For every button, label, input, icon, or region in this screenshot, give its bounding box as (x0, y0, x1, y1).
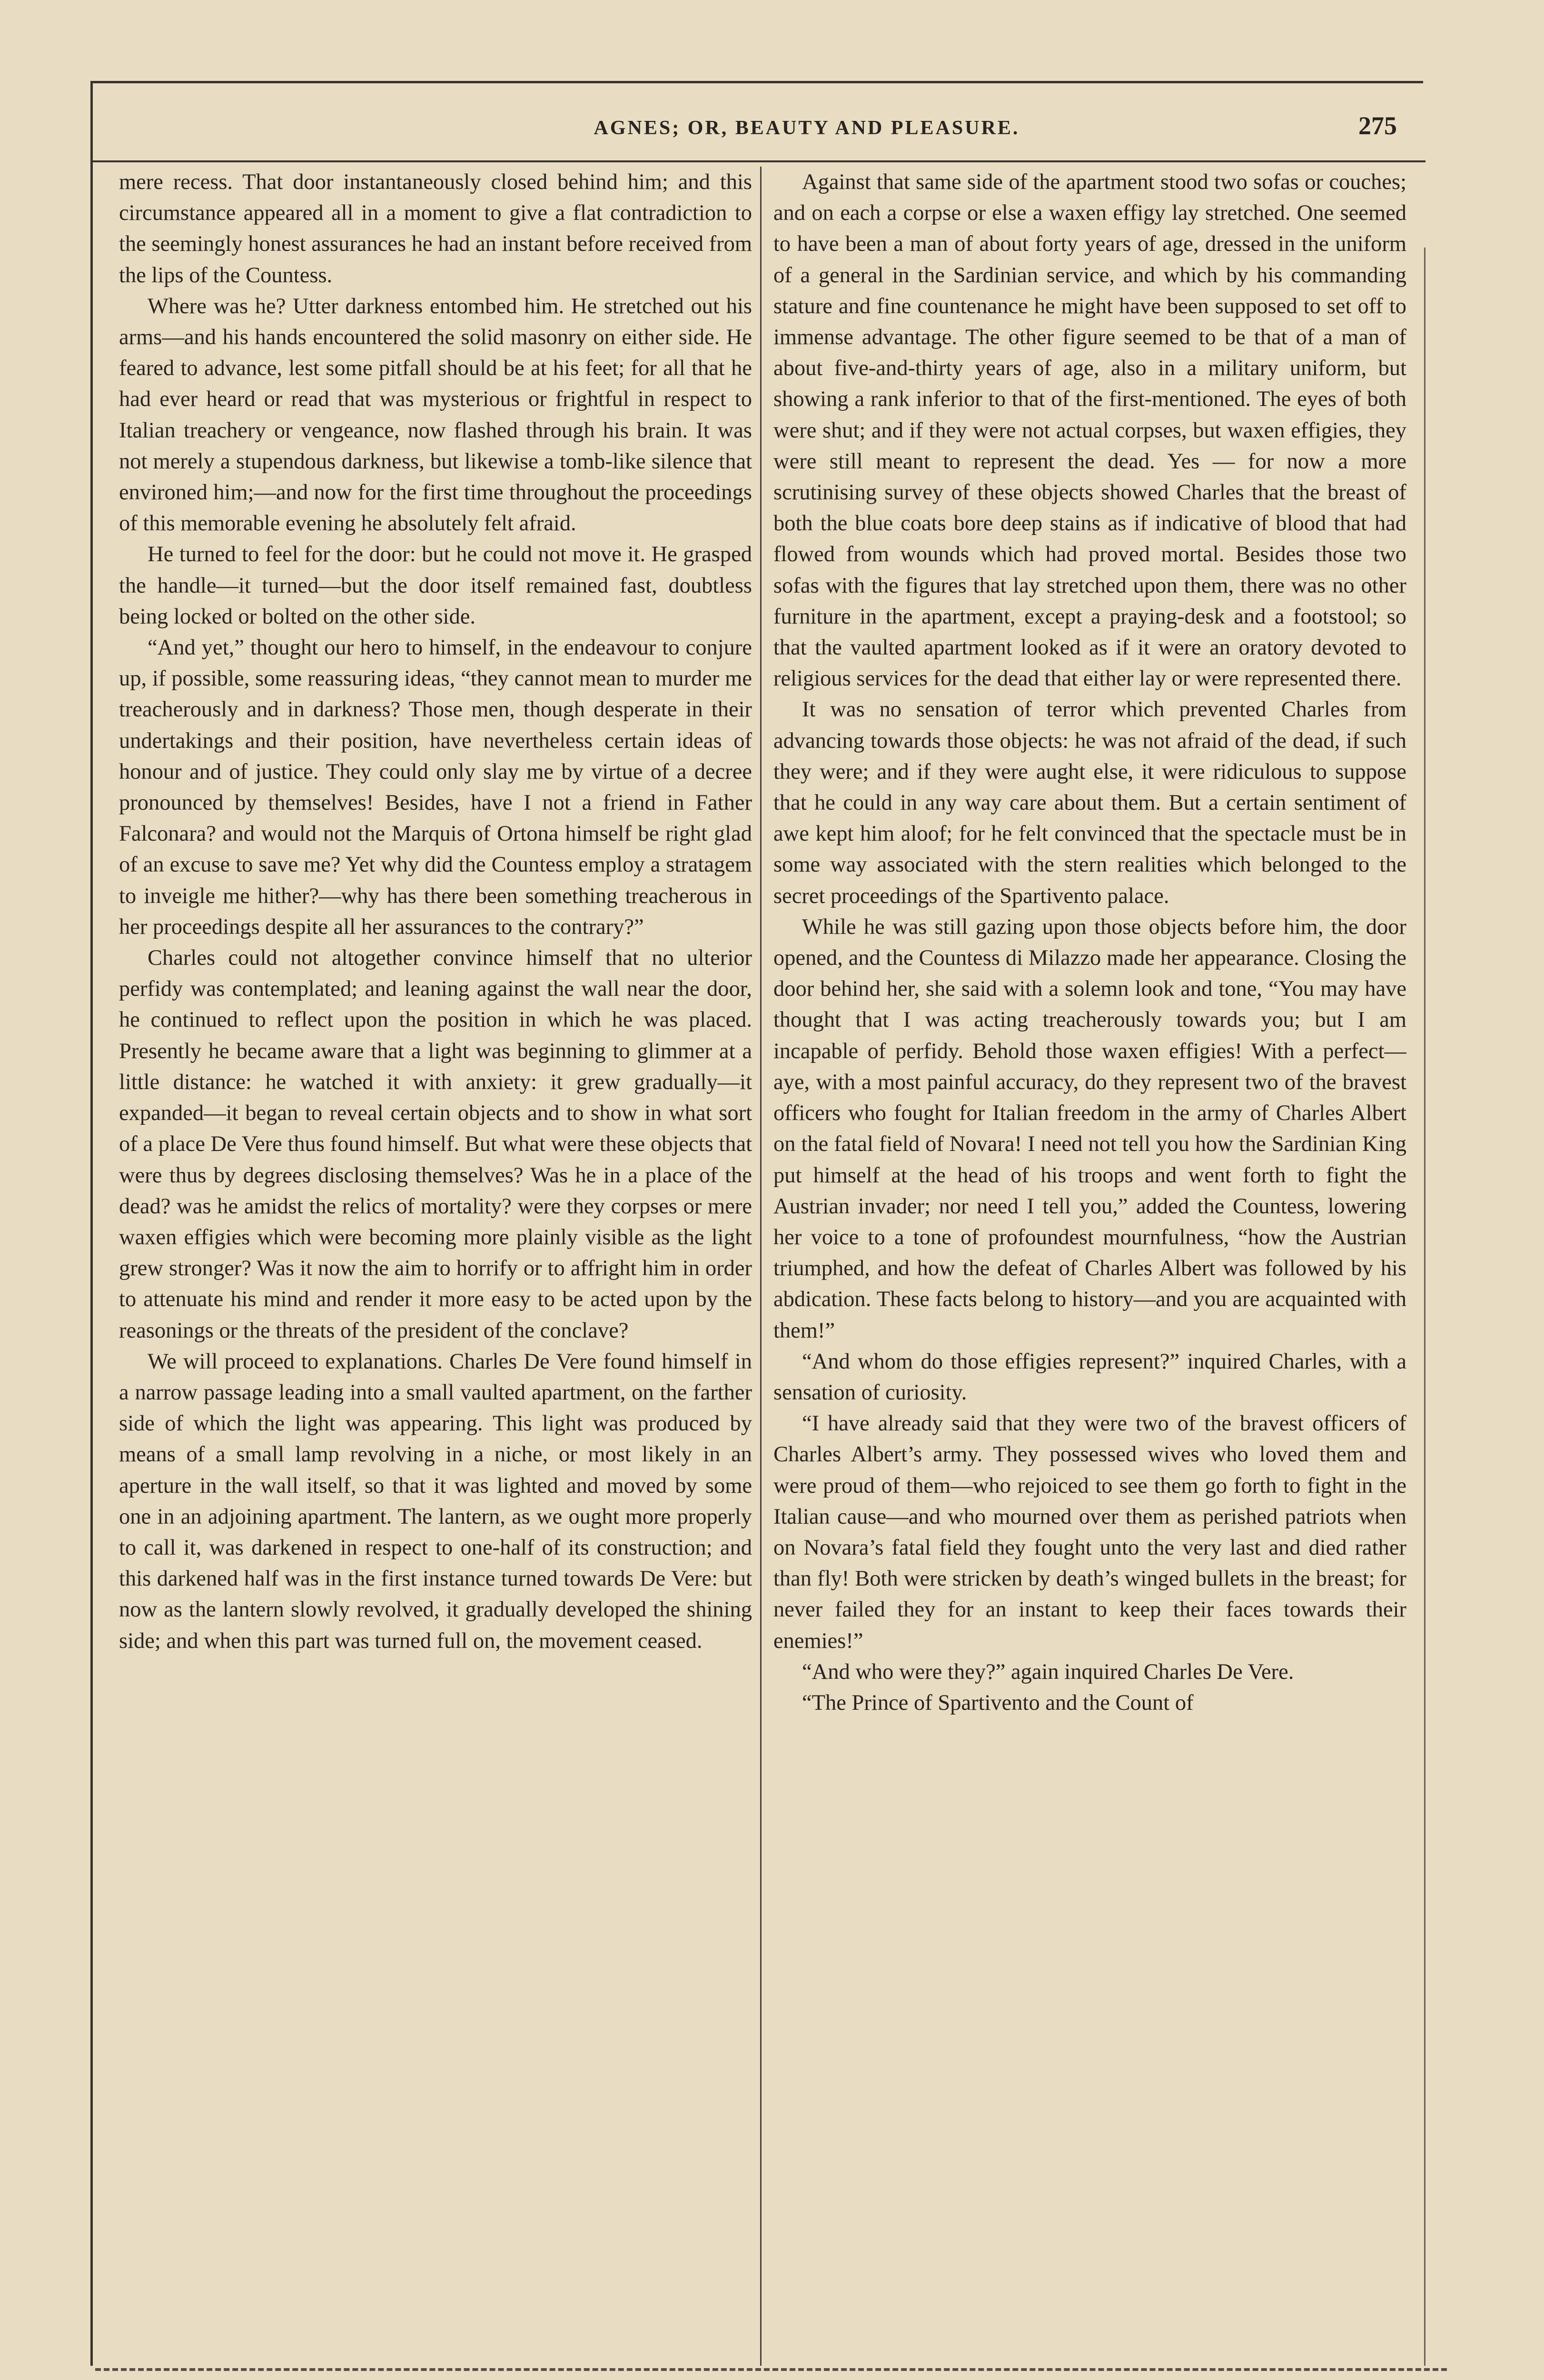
column-divider (760, 167, 762, 2366)
paragraph: “And whom do those effigies represent?” inquired Charles, with a sensation of curiosity. (773, 1349, 1406, 1405)
paragraph: “And yet,” thought our hero to himself, in the endeavour to conjure up, if possible, some reassuring ideas, “they cannot mean to murder me treacherously and in darkness? Those men, though desperate in their undertakings and their position, have nevertheless certain ideas of honour and of justice. They could only slay me by virtue of a decree pronounced by themselves! Besides, have I not a friend in Father Falconara? and would not the Marquis of Ortona himself be right glad of an excuse to save me? Yet why did the Countess employ a stratagem to inveigle me hither?—why has there been something treacherous in her proceedings despite all her assurances to the contrary?” (119, 635, 752, 939)
running-title: AGNES; OR, BEAUTY AND PLEASURE. (594, 117, 1020, 139)
paragraph: We will proceed to explanations. Charles De Vere found himself in a narrow passage leading into a small vaulted apartment, on the farther side of which the light was appearing. This light was produced by means of a small lamp revolving in a niche, or most likely in an aperture in the wall itself, so that it was lighted and moved by some one in an adjoining apartment. The lantern, as we ought more properly to call it, was darkened in respect to one-half of its construction; and this darkened half was in the first instance turned towards De Vere: but now as the lantern slowly revolved, it gradually developed the shining side; and when this part was turned full on, the movement ceased. (119, 1349, 752, 1653)
paragraph: Against that same side of the apartment stood two sofas or couches; and on each a corpse or else a waxen effigy lay stretched. One seemed to have been a man of about forty years of age, dressed in the uniform of a general in the Sardinian service, and which by his commanding stature and fine countenance he might have been supposed to set off to immense advantage. The other figure seemed to be that of a man of about five-and-thirty years of age, also in a military uniform, but showing a rank inferior to that of the first-mentioned. The eyes of both were shut; and if they were not actual corpses, but waxen effigies, they were still meant to represent the dead. Yes — for now a more scrutinising survey of these objects showed Charles that the breast of both the blue coats bore deep stains as if indicative of blood that had flowed from wounds which had proved mortal. Besides those two sofas with the figures that lay stretched upon them, there was no other furniture in the apartment, except a praying-desk and a footstool; so that the vaulted apartment looked as if it were an oratory devoted to religious services for the dead that either lay or were represented there. (773, 170, 1406, 691)
bottom-border-rule (95, 2368, 1447, 2371)
paragraph: He turned to feel for the door: but he could not move it. He grasped the handle—it turned—but the door itself remained fast, doubtless being locked or bolted on the other side. (119, 542, 752, 629)
paragraph: While he was still gazing upon those objects before him, the door opened, and the Countess di Milazzo made her appearance. Closing the door behind her, she said with a solemn look and tone, “You may have thought that I was acting treacherously towards you; but I am incapable of perfidy. Behold those waxen effigies! With a perfect—aye, with a most painful accuracy, do they represent two of the bravest officers who fought for Italian freedom in the army of Charles Albert on the fatal field of Novara! I need not tell you how the Sardinian King put himself at the head of his troops and went forth to fight the Austrian invader; nor need I tell you,” added the Countess, lowering her voice to a tone of profoundest mournfulness, “how the Austrian triumphed, and how the defeat of Charles Albert was followed by his abdication. These facts belong to history—and you are acquainted with them!” (773, 914, 1406, 1343)
book-page (90, 81, 1423, 2366)
page-number: 275 (1358, 111, 1397, 140)
paragraph: mere recess. That door instantaneously closed behind him; and this circumstance appeared all in a moment to give a flat contradiction to the seemingly honest assurances he had an instant before received from the lips of the Countess. (119, 170, 752, 288)
paragraph: Where was he? Utter darkness entombed him. He stretched out his arms—and his hands encountered the solid masonry on either side. He feared to advance, lest some pitfall should be at his feet; for all that he had ever heard or read that was mysterious or frightful in respect to Italian treachery or vengeance, now flashed through his brain. It was not merely a stupendous darkness, but likewise a tomb-like silence that environed him;—and now for the first time throughout the proceedings of this memorable evening he absolutely felt afraid. (119, 294, 752, 536)
paragraph: “And who were they?” again inquired Charles De Vere. (802, 1659, 1294, 1684)
left-column (119, 167, 752, 2332)
right-column (773, 167, 1406, 2332)
paragraph: “The Prince of Spartivento and the Count of (802, 1690, 1194, 1715)
page-header (93, 102, 1425, 155)
header-rule (93, 160, 1425, 162)
right-border-rule (1424, 248, 1425, 2366)
paragraph: Charles could not altogether convince himself that no ulterior perfidy was contemplated; and leaning against the wall near the door, he continued to reflect upon the position in which he was placed. Presently he became aware that a light was beginning to glimmer at a little distance: he watched it with anxiety: it grew gradually—it expanded—it began to reveal certain objects and to show in what sort of a place De Vere thus found himself. But what were these objects that were thus by degrees disclosing themselves? Was he in a place of the dead? was he amidst the relics of mortality? were they corpses or mere waxen effigies which were becoming more plainly visible as the light grew stronger? Was it now the aim to horrify or to affright him in order to attenuate his mind and render it more easy to be acted upon by the reasonings or the threats of the president of the conclave? (119, 946, 752, 1343)
paragraph: “I have already said that they were two of the bravest officers of Charles Albert’s army. They possessed wives who loved them and were proud of them—who rejoiced to see them go forth to fight in the Italian cause—and who mourned over them as perished patriots when on Novara’s fatal field they fought unto the very last and died rather than fly! Both were stricken by death’s winged bullets in the breast; for never failed they for an instant to keep their faces towards their enemies!” (773, 1411, 1406, 1653)
paragraph: It was no sensation of terror which prevented Charles from advancing towards those objects: he was not afraid of the dead, if such they were; and if they were aught else, it were ridiculous to suppose that he could in any way care about them. But a certain sentiment of awe kept him aloof; for he felt convinced that the spectacle must be in some way associated with the stern realities which belonged to the secret proceedings of the Spartivento palace. (773, 697, 1406, 908)
